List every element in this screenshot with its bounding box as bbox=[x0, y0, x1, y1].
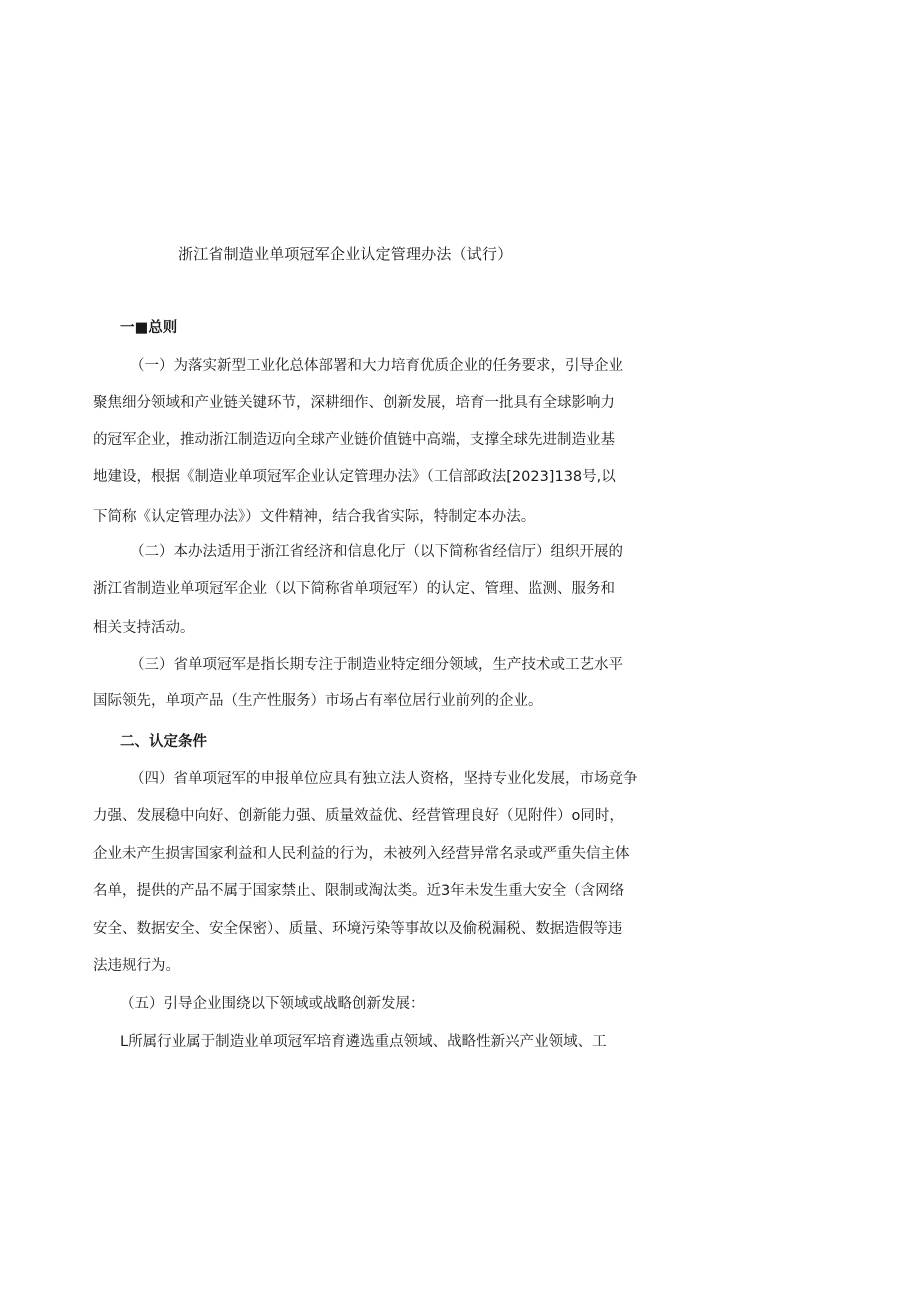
paragraph-line: （二）本办法适用于浙江省经济和信息化厅（以下简称省经信厅）组织开展的 bbox=[130, 544, 623, 560]
paragraph-line: （一）为落实新型工业化总体部署和大力培育优质企业的任务要求，引导企业 bbox=[130, 358, 623, 374]
paragraph-line: （三）省单项冠军是指长期专注于制造业特定细分领域，生产技术或工艺水平 bbox=[130, 657, 623, 673]
paragraph-line: 浙江省制造业单项冠军企业（以下简称省单项冠军）的认定、管理、监测、服务和 bbox=[93, 581, 615, 597]
paragraph-line: 聚焦细分领域和产业链关键环节，深耕细作、创新发展，培育一批具有全球影响力 bbox=[93, 395, 615, 411]
section-heading-criteria: 二、认定条件 bbox=[120, 734, 207, 750]
paragraph-line: （五）引导企业围绕以下领域或战略创新发展： bbox=[120, 996, 425, 1012]
paragraph-line: 的冠军企业，推动浙江制造迈向全球产业链价值链中高端，支撑全球先进制造业基 bbox=[93, 432, 615, 448]
paragraph-line: 企业未产生损害国家利益和人民利益的行为，未被列入经营异常名录或严重失信主体 bbox=[93, 846, 630, 862]
paragraph-line: 力强、发展稳中向好、创新能力强、质量效益优、经营管理良好（见附件）o同时， bbox=[93, 808, 624, 824]
document-title: 浙江省制造业单项冠军企业认定管理办法（试行） bbox=[178, 245, 513, 263]
paragraph-line: 下简称《认定管理办法》）文件精神，结合我省实际，特制定本办法。 bbox=[93, 509, 536, 525]
paragraph-line: L所属行业属于制造业单项冠军培育遴选重点领域、战略性新兴产业领域、工 bbox=[120, 1034, 607, 1050]
paragraph-line: 国际领先，单项产品（生产性服务）市场占有率位居行业前列的企业。 bbox=[93, 693, 543, 709]
section-heading-general: 一■总则 bbox=[120, 320, 178, 336]
paragraph-line: 地建设，根据《制造业单项冠军企业认定管理办法》（工信部政法[2023]138号,以 bbox=[93, 469, 616, 485]
paragraph-line: 相关支持活动。 bbox=[93, 620, 195, 636]
paragraph-line: 名单，提供的产品不属于国家禁止、限制或淘汰类。近3年未发生重大安全（含网络 bbox=[93, 883, 625, 899]
paragraph-line: （四）省单项冠军的申报单位应具有独立法人资格，坚持专业化发展，市场竞争 bbox=[130, 771, 638, 787]
paragraph-line: 安全、数据安全、安全保密）、质量、环境污染等事故以及偷税漏税、数据造假等违 bbox=[93, 921, 623, 937]
paragraph-line: 法违规行为。 bbox=[93, 958, 180, 974]
